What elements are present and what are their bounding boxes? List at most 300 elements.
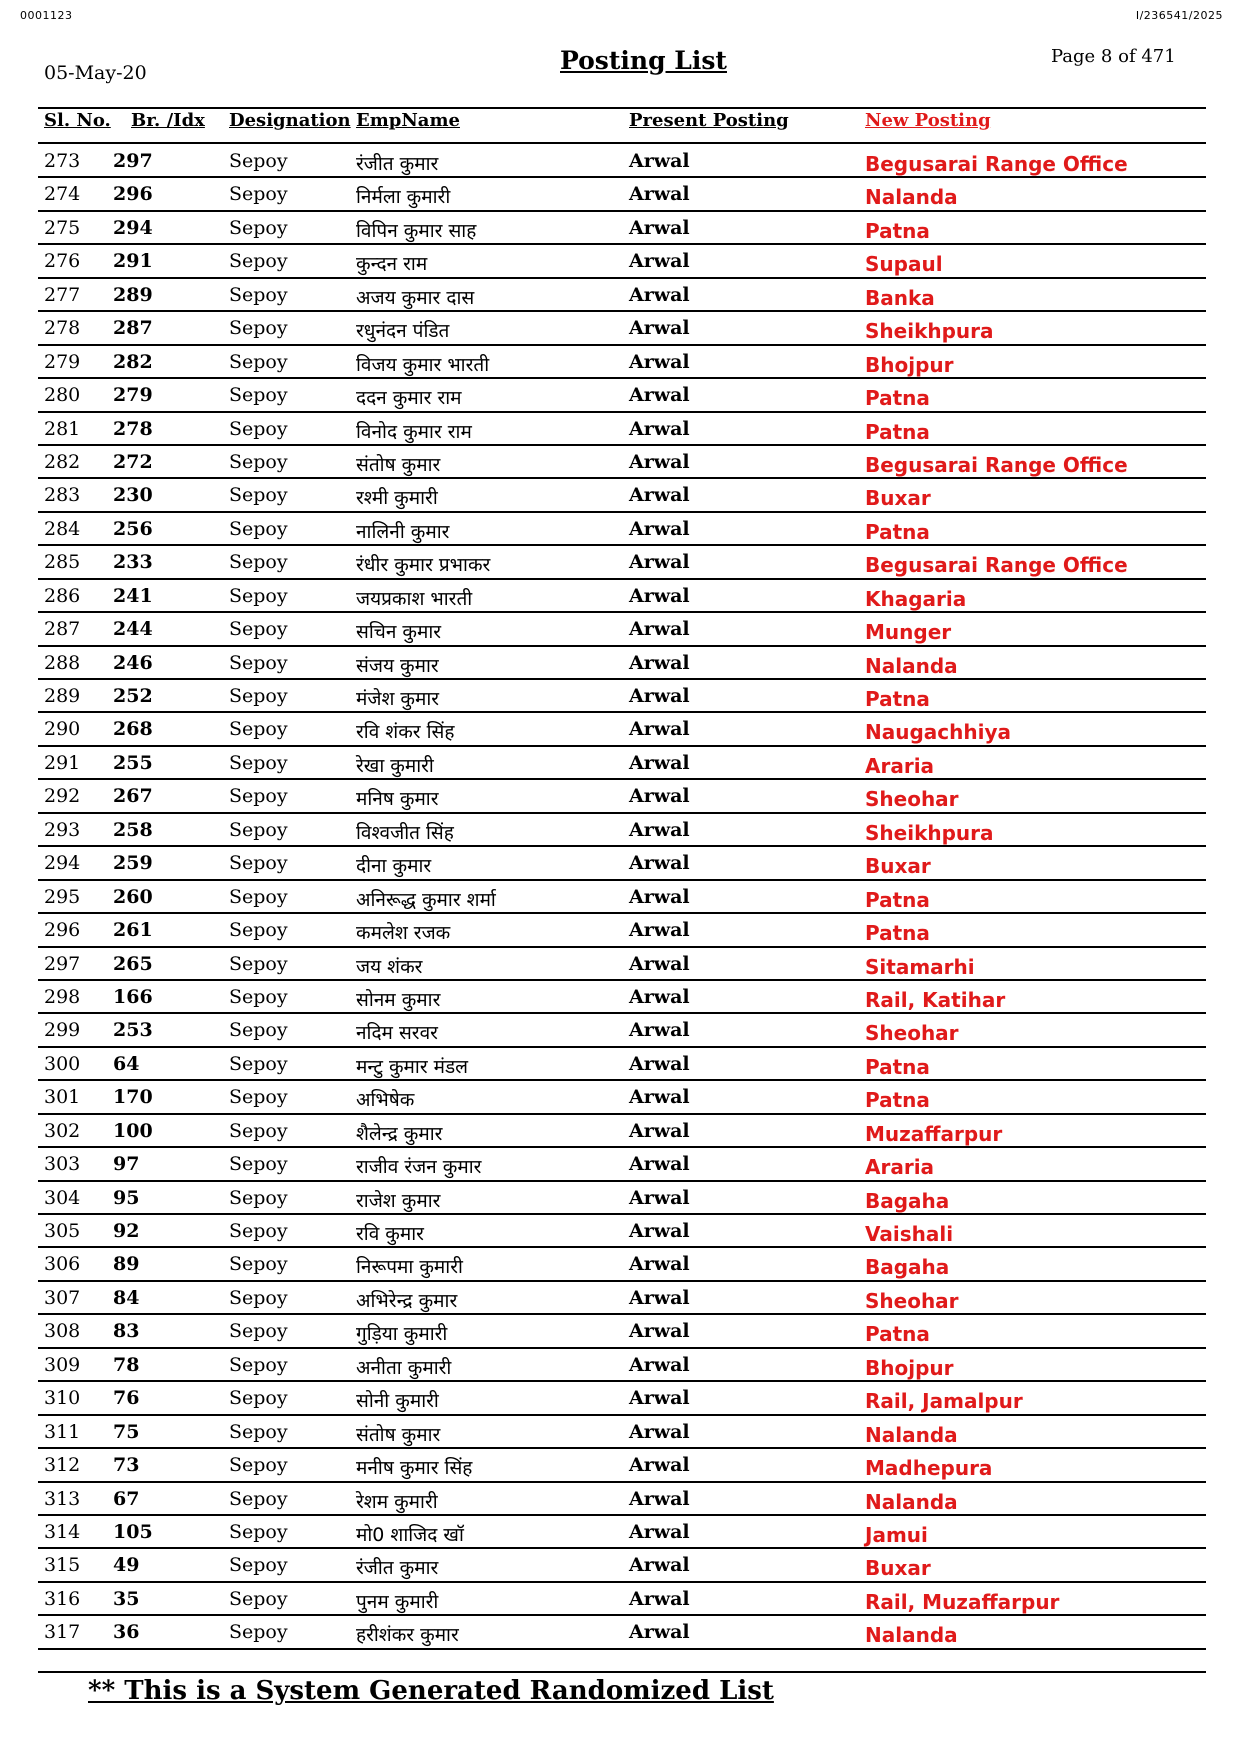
- cell-new-posting: Patna: [865, 1322, 930, 1347]
- table-row: [38, 580, 1206, 613]
- cell-empname: अभिषेक: [356, 1089, 415, 1112]
- cell-designation: Sepoy: [229, 1052, 288, 1075]
- cell-empname: मो0 शाजिद खॉ: [356, 1523, 464, 1546]
- cell-empname: रेखा कुमारी: [356, 754, 434, 777]
- cell-br-idx: 289: [113, 283, 153, 306]
- cell-sl-no: 316: [44, 1587, 81, 1610]
- cell-designation: Sepoy: [229, 150, 288, 172]
- cell-sl-no: 292: [44, 785, 81, 808]
- header-new-posting: New Posting: [865, 110, 991, 131]
- cell-br-idx: 268: [113, 718, 153, 741]
- cell-designation: Sepoy: [229, 484, 288, 507]
- cell-empname: रवि कुमार: [356, 1223, 424, 1245]
- header-present-posting: Present Posting: [629, 110, 789, 131]
- cell-new-posting: Buxar: [865, 1556, 931, 1581]
- table-header: [0, 110, 1241, 140]
- table-row: [38, 847, 1206, 880]
- cell-empname: राजेश कुमार: [356, 1189, 441, 1212]
- cell-empname: संजय कुमार: [356, 654, 439, 677]
- table-row: [38, 680, 1206, 713]
- cell-new-posting: Supaul: [865, 252, 943, 277]
- cell-new-posting: Madhepura: [865, 1456, 993, 1481]
- cell-br-idx: 272: [113, 450, 153, 473]
- cell-br-idx: 100: [113, 1119, 153, 1142]
- cell-new-posting: Naugachhiya: [865, 720, 1012, 745]
- cell-sl-no: 310: [44, 1387, 81, 1410]
- cell-designation: Sepoy: [229, 985, 288, 1008]
- cell-present-posting: Arwal: [629, 250, 690, 273]
- cell-new-posting: Sheohar: [865, 1288, 959, 1313]
- header-top-rule: [38, 107, 1206, 109]
- cell-new-posting: Jamui: [865, 1522, 928, 1547]
- cell-empname: नालिनी कुमार: [356, 520, 450, 543]
- cell-br-idx: 35: [113, 1587, 140, 1610]
- table-row: [38, 1549, 1206, 1582]
- table-row: [38, 1182, 1206, 1215]
- table-row: [38, 1248, 1206, 1281]
- cell-present-posting: Arwal: [629, 1086, 690, 1109]
- cell-designation: Sepoy: [229, 183, 288, 206]
- cell-present-posting: Arwal: [629, 651, 690, 674]
- cell-new-posting: Buxar: [865, 854, 931, 879]
- cell-present-posting: Arwal: [629, 1420, 690, 1443]
- cell-sl-no: 290: [44, 718, 81, 741]
- cell-sl-no: 287: [44, 618, 81, 641]
- cell-present-posting: Arwal: [629, 1186, 690, 1209]
- cell-present-posting: Arwal: [629, 919, 690, 942]
- cell-sl-no: 317: [44, 1621, 81, 1644]
- table-row: [38, 379, 1206, 412]
- cell-sl-no: 282: [44, 450, 81, 473]
- cell-sl-no: 308: [44, 1320, 81, 1343]
- cell-designation: Sepoy: [229, 1119, 288, 1142]
- cell-designation: Sepoy: [229, 785, 288, 808]
- table-row: [38, 1215, 1206, 1248]
- cell-present-posting: Arwal: [629, 450, 690, 473]
- cell-present-posting: Arwal: [629, 1353, 690, 1376]
- cell-new-posting: Begusarai Range Office: [865, 452, 1128, 477]
- cell-empname: रंजीत कुमार: [356, 153, 439, 175]
- cell-br-idx: 73: [113, 1454, 140, 1477]
- cell-sl-no: 277: [44, 283, 81, 306]
- cell-designation: Sepoy: [229, 551, 288, 574]
- cell-present-posting: Arwal: [629, 751, 690, 774]
- cell-br-idx: 244: [113, 618, 153, 641]
- cell-designation: Sepoy: [229, 1253, 288, 1276]
- cell-br-idx: 278: [113, 417, 153, 440]
- cell-sl-no: 307: [44, 1286, 81, 1309]
- table-row: [38, 1115, 1206, 1148]
- cell-new-posting: Patna: [865, 1054, 930, 1079]
- cell-empname: शैलेन्द्र कुमार: [356, 1122, 443, 1145]
- cell-designation: Sepoy: [229, 350, 288, 373]
- cell-empname: मंजेश कुमार: [356, 688, 440, 710]
- cell-empname: दीना कुमार: [356, 855, 432, 878]
- cell-br-idx: 233: [113, 551, 153, 574]
- cell-sl-no: 311: [44, 1420, 81, 1443]
- cell-present-posting: Arwal: [629, 1119, 690, 1142]
- cell-new-posting: Patna: [865, 921, 930, 946]
- table-row: [38, 1081, 1206, 1114]
- cell-empname: हरीशंकर कुमार: [356, 1624, 459, 1647]
- cell-new-posting: Nalanda: [865, 653, 958, 678]
- cell-br-idx: 291: [113, 250, 153, 273]
- cell-designation: Sepoy: [229, 952, 288, 975]
- table-row: [38, 1583, 1206, 1616]
- cell-sl-no: 273: [44, 150, 81, 172]
- cell-new-posting: Patna: [865, 1088, 930, 1113]
- cell-sl-no: 291: [44, 751, 81, 774]
- table-row: [38, 1014, 1206, 1047]
- cell-present-posting: Arwal: [629, 818, 690, 841]
- cell-sl-no: 281: [44, 417, 81, 440]
- cell-present-posting: Arwal: [629, 1454, 690, 1477]
- cell-designation: Sepoy: [229, 1153, 288, 1176]
- cell-empname: अनिरूद्ध कुमार शर्मा: [356, 888, 496, 911]
- table-row: [38, 1048, 1206, 1081]
- cell-br-idx: 97: [113, 1153, 140, 1176]
- cell-present-posting: Arwal: [629, 718, 690, 741]
- table-row: [38, 1148, 1206, 1181]
- cell-empname: गुड़िया कुमारी: [356, 1323, 448, 1346]
- cell-present-posting: Arwal: [629, 317, 690, 340]
- cell-br-idx: 255: [113, 751, 153, 774]
- table-row: [38, 513, 1206, 546]
- cell-present-posting: Arwal: [629, 952, 690, 975]
- cell-empname: रवि शंकर सिंह: [356, 721, 455, 744]
- cell-empname: सचिन कुमार: [356, 621, 442, 644]
- cell-sl-no: 275: [44, 216, 81, 239]
- cell-new-posting: Patna: [865, 519, 930, 544]
- cell-sl-no: 294: [44, 852, 81, 875]
- cell-empname: राजीव रंजन कुमार: [356, 1156, 482, 1179]
- cell-sl-no: 315: [44, 1554, 81, 1577]
- cell-empname: संतोष कुमार: [356, 453, 441, 476]
- cell-present-posting: Arwal: [629, 1587, 690, 1610]
- cell-br-idx: 265: [113, 952, 153, 975]
- cell-new-posting: Patna: [865, 218, 930, 243]
- cell-present-posting: Arwal: [629, 1320, 690, 1343]
- cell-new-posting: Rail, Muzaffarpur: [865, 1589, 1060, 1614]
- cell-empname: पुनम कुमारी: [356, 1590, 439, 1613]
- cell-sl-no: 283: [44, 484, 81, 507]
- table-row: [38, 145, 1206, 178]
- cell-present-posting: Arwal: [629, 1019, 690, 1042]
- cell-present-posting: Arwal: [629, 417, 690, 440]
- cell-br-idx: 75: [113, 1420, 140, 1443]
- cell-sl-no: 276: [44, 250, 81, 273]
- cell-designation: Sepoy: [229, 384, 288, 407]
- footer-rule: [38, 1671, 1206, 1673]
- cell-sl-no: 300: [44, 1052, 81, 1075]
- header-designation: Designation: [229, 110, 351, 131]
- cell-br-idx: 294: [113, 216, 153, 239]
- cell-sl-no: 296: [44, 919, 81, 942]
- cell-new-posting: Patna: [865, 687, 930, 711]
- table-row: [38, 647, 1206, 680]
- list-date: 05-May-20: [44, 62, 147, 84]
- cell-present-posting: Arwal: [629, 1153, 690, 1176]
- cell-present-posting: Arwal: [629, 551, 690, 574]
- cell-br-idx: 246: [113, 651, 153, 674]
- cell-present-posting: Arwal: [629, 216, 690, 239]
- cell-designation: Sepoy: [229, 718, 288, 741]
- cell-new-posting: Sheohar: [865, 787, 959, 812]
- cell-present-posting: Arwal: [629, 484, 690, 507]
- cell-sl-no: 284: [44, 517, 81, 540]
- cell-new-posting: Bhojpur: [865, 1355, 954, 1380]
- cell-new-posting: Banka: [865, 285, 935, 310]
- cell-sl-no: 306: [44, 1253, 81, 1276]
- cell-br-idx: 49: [113, 1554, 140, 1577]
- cell-present-posting: Arwal: [629, 517, 690, 540]
- cell-present-posting: Arwal: [629, 685, 690, 707]
- cell-empname: जय शंकर: [356, 955, 423, 978]
- cell-sl-no: 295: [44, 885, 81, 908]
- cell-new-posting: Vaishali: [865, 1222, 954, 1246]
- cell-designation: Sepoy: [229, 1487, 288, 1510]
- cell-present-posting: Arwal: [629, 1487, 690, 1510]
- cell-empname: कुन्दन राम: [356, 253, 428, 276]
- table-row: [38, 1282, 1206, 1315]
- cell-designation: Sepoy: [229, 919, 288, 942]
- cell-empname: नदिम सरवर: [356, 1022, 438, 1045]
- cell-empname: विश्वजीत सिंह: [356, 821, 454, 844]
- cell-br-idx: 259: [113, 852, 153, 875]
- cell-new-posting: Bhojpur: [865, 352, 954, 377]
- cell-designation: Sepoy: [229, 818, 288, 841]
- page-number: Page 8 of 471: [1051, 46, 1176, 67]
- table-row: [38, 814, 1206, 847]
- cell-empname: रंधीर कुमार प्रभाकर: [356, 554, 491, 577]
- cell-designation: Sepoy: [229, 1554, 288, 1577]
- cell-present-posting: Arwal: [629, 150, 690, 172]
- cell-present-posting: Arwal: [629, 785, 690, 808]
- cell-new-posting: Sheikhpura: [865, 820, 994, 845]
- table-row: [38, 613, 1206, 646]
- cell-present-posting: Arwal: [629, 584, 690, 607]
- table-row: [38, 1483, 1206, 1516]
- cell-br-idx: 89: [113, 1253, 140, 1276]
- cell-br-idx: 241: [113, 584, 153, 607]
- table-row: [38, 1315, 1206, 1348]
- cell-new-posting: Khagaria: [865, 586, 967, 611]
- cell-designation: Sepoy: [229, 1320, 288, 1343]
- cell-sl-no: 302: [44, 1119, 81, 1142]
- header-empname: EmpName: [356, 110, 460, 131]
- cell-br-idx: 287: [113, 317, 153, 340]
- cell-new-posting: Araria: [865, 1155, 935, 1180]
- cell-new-posting: Bagaha: [865, 1188, 950, 1213]
- cell-designation: Sepoy: [229, 685, 288, 707]
- cell-sl-no: 288: [44, 651, 81, 674]
- cell-sl-no: 279: [44, 350, 81, 373]
- cell-designation: Sepoy: [229, 618, 288, 641]
- cell-empname: संतोष कुमार: [356, 1423, 441, 1446]
- table-row: [38, 747, 1206, 780]
- table-row: [38, 279, 1206, 312]
- table-row: [38, 346, 1206, 379]
- cell-br-idx: 282: [113, 350, 153, 373]
- cell-empname: रंजीत कुमार: [356, 1557, 439, 1580]
- table-row: [38, 245, 1206, 278]
- cell-new-posting: Nalanda: [865, 185, 958, 210]
- cell-present-posting: Arwal: [629, 985, 690, 1008]
- header-bottom-rule: [38, 142, 1206, 144]
- cell-sl-no: 309: [44, 1353, 81, 1376]
- cell-present-posting: Arwal: [629, 852, 690, 875]
- cell-br-idx: 83: [113, 1320, 140, 1343]
- table-row: [38, 1349, 1206, 1382]
- cell-br-idx: 92: [113, 1220, 140, 1242]
- cell-br-idx: 267: [113, 785, 153, 808]
- table-row: [38, 479, 1206, 512]
- cell-br-idx: 84: [113, 1286, 140, 1309]
- cell-sl-no: 313: [44, 1487, 81, 1510]
- table-row: [38, 981, 1206, 1014]
- cell-present-posting: Arwal: [629, 1286, 690, 1309]
- cell-empname: अभिरेन्द्र कुमार: [356, 1289, 458, 1312]
- cell-designation: Sepoy: [229, 517, 288, 540]
- cell-br-idx: 78: [113, 1353, 140, 1376]
- cell-empname: अनीता कुमारी: [356, 1356, 452, 1379]
- cell-sl-no: 303: [44, 1153, 81, 1176]
- cell-designation: Sepoy: [229, 250, 288, 273]
- cell-present-posting: Arwal: [629, 1253, 690, 1276]
- cell-empname: कमलेश रजक: [356, 922, 451, 945]
- table-row: [38, 1616, 1206, 1649]
- cell-designation: Sepoy: [229, 1587, 288, 1610]
- document-id-left: 0001123: [20, 9, 73, 22]
- cell-present-posting: Arwal: [629, 283, 690, 306]
- cell-new-posting: Sheohar: [865, 1021, 959, 1046]
- cell-sl-no: 305: [44, 1220, 81, 1242]
- cell-br-idx: 64: [113, 1052, 140, 1075]
- cell-sl-no: 301: [44, 1086, 81, 1109]
- cell-designation: Sepoy: [229, 1019, 288, 1042]
- cell-present-posting: Arwal: [629, 350, 690, 373]
- posting-table-body: [0, 145, 1241, 1650]
- page-title: Posting List: [560, 46, 727, 75]
- cell-designation: Sepoy: [229, 584, 288, 607]
- cell-present-posting: Arwal: [629, 1520, 690, 1543]
- cell-designation: Sepoy: [229, 751, 288, 774]
- cell-new-posting: Buxar: [865, 486, 931, 511]
- cell-new-posting: Rail, Katihar: [865, 987, 1006, 1012]
- cell-empname: निरूपमा कुमारी: [356, 1256, 463, 1279]
- table-row: [38, 713, 1206, 746]
- cell-br-idx: 256: [113, 517, 153, 540]
- table-row: [38, 446, 1206, 479]
- cell-sl-no: 289: [44, 685, 81, 707]
- cell-empname: मनिष कुमार: [356, 788, 439, 811]
- cell-br-idx: 260: [113, 885, 153, 908]
- cell-empname: सोनम कुमार: [356, 988, 441, 1011]
- cell-new-posting: Munger: [865, 620, 952, 645]
- cell-new-posting: Nalanda: [865, 1623, 958, 1648]
- cell-present-posting: Arwal: [629, 384, 690, 407]
- cell-designation: Sepoy: [229, 1520, 288, 1543]
- cell-empname: विपिन कुमार साह: [356, 219, 477, 242]
- cell-br-idx: 76: [113, 1387, 140, 1410]
- cell-br-idx: 252: [113, 685, 153, 707]
- cell-new-posting: Nalanda: [865, 1489, 958, 1514]
- cell-designation: Sepoy: [229, 283, 288, 306]
- table-row: [38, 212, 1206, 245]
- cell-new-posting: Patna: [865, 386, 930, 411]
- header-sl-no: Sl. No.: [44, 110, 111, 131]
- cell-empname: अजय कुमार दास: [356, 286, 475, 309]
- cell-sl-no: 274: [44, 183, 81, 206]
- cell-empname: सोनी कुमारी: [356, 1390, 439, 1413]
- table-row: [38, 178, 1206, 211]
- cell-br-idx: 67: [113, 1487, 140, 1510]
- table-row: [38, 413, 1206, 446]
- cell-designation: Sepoy: [229, 216, 288, 239]
- cell-designation: Sepoy: [229, 1454, 288, 1477]
- cell-br-idx: 36: [113, 1621, 140, 1644]
- cell-empname: विनोद कुमार राम: [356, 420, 472, 443]
- cell-sl-no: 278: [44, 317, 81, 340]
- cell-designation: Sepoy: [229, 651, 288, 674]
- cell-br-idx: 279: [113, 384, 153, 407]
- table-row: [38, 1382, 1206, 1415]
- table-row: [38, 881, 1206, 914]
- cell-designation: Sepoy: [229, 450, 288, 473]
- cell-designation: Sepoy: [229, 1621, 288, 1644]
- cell-empname: मनीष कुमार सिंह: [356, 1457, 473, 1480]
- table-row: [38, 1516, 1206, 1549]
- cell-sl-no: 297: [44, 952, 81, 975]
- cell-new-posting: Patna: [865, 887, 930, 912]
- cell-designation: Sepoy: [229, 885, 288, 908]
- cell-new-posting: Muzaffarpur: [865, 1121, 1003, 1146]
- cell-sl-no: 285: [44, 551, 81, 574]
- cell-empname: रेशम कुमारी: [356, 1490, 438, 1513]
- cell-sl-no: 286: [44, 584, 81, 607]
- cell-empname: जयप्रकाश भारती: [356, 587, 473, 610]
- cell-present-posting: Arwal: [629, 1554, 690, 1577]
- cell-sl-no: 314: [44, 1520, 81, 1543]
- table-row: [38, 780, 1206, 813]
- table-row: [38, 914, 1206, 947]
- cell-present-posting: Arwal: [629, 1387, 690, 1410]
- table-row: [38, 1416, 1206, 1449]
- cell-br-idx: 297: [113, 150, 153, 172]
- cell-present-posting: Arwal: [629, 1052, 690, 1075]
- cell-designation: Sepoy: [229, 417, 288, 440]
- cell-br-idx: 253: [113, 1019, 153, 1042]
- cell-sl-no: 280: [44, 384, 81, 407]
- cell-designation: Sepoy: [229, 1186, 288, 1209]
- cell-br-idx: 296: [113, 183, 153, 206]
- cell-sl-no: 312: [44, 1454, 81, 1477]
- table-row: [38, 1449, 1206, 1482]
- cell-empname: मन्टु कुमार मंडल: [356, 1055, 469, 1078]
- cell-present-posting: Arwal: [629, 183, 690, 206]
- table-row: [38, 546, 1206, 579]
- cell-br-idx: 170: [113, 1086, 153, 1109]
- cell-empname: ददन कुमार राम: [356, 387, 462, 410]
- cell-designation: Sepoy: [229, 852, 288, 875]
- cell-new-posting: Araria: [865, 753, 935, 778]
- cell-new-posting: Begusarai Range Office: [865, 553, 1128, 578]
- cell-new-posting: Rail, Jamalpur: [865, 1389, 1023, 1414]
- cell-designation: Sepoy: [229, 1387, 288, 1410]
- cell-new-posting: Sitamarhi: [865, 954, 975, 979]
- cell-present-posting: Arwal: [629, 618, 690, 641]
- cell-sl-no: 304: [44, 1186, 81, 1209]
